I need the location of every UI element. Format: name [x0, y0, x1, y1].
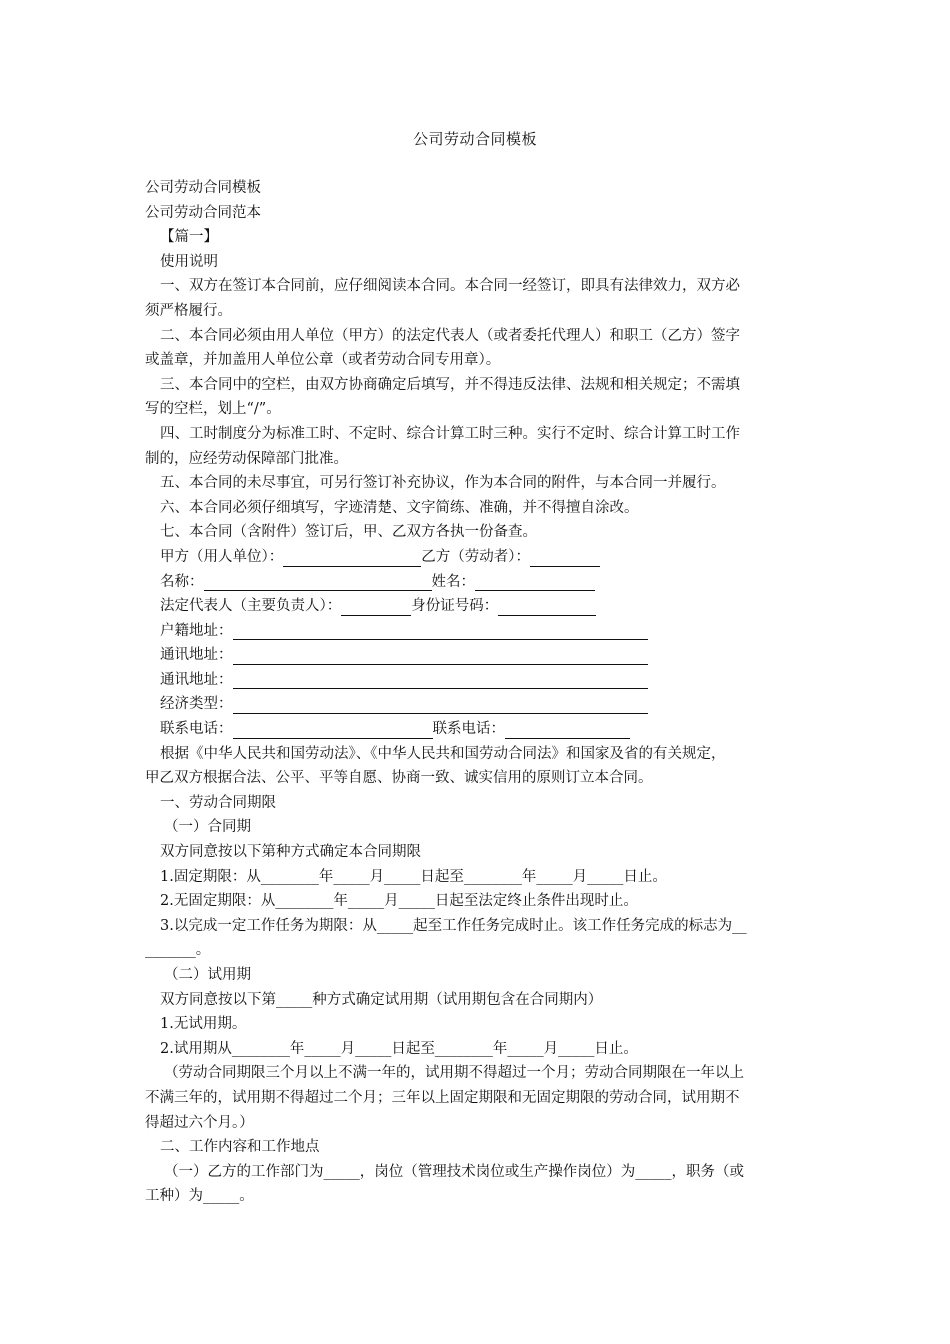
- econ-type-label: 经济类型：: [160, 696, 233, 713]
- page-title: 公司劳动合同模板: [412, 130, 537, 148]
- econ-type-field[interactable]: [233, 696, 648, 714]
- usage-heading: 使用说明: [160, 253, 218, 270]
- paragraph-line: 工种）为_____。: [145, 1188, 254, 1205]
- address-label: 通讯地址：: [160, 671, 233, 688]
- intro-line: 公司劳动合同范本: [145, 204, 261, 221]
- company-name-label: 名称：: [160, 573, 204, 590]
- form-row-parties: [145, 545, 809, 570]
- party-a-label: 甲方（用人单位）：: [160, 548, 284, 565]
- legal-rep-field[interactable]: [341, 598, 411, 616]
- usage-line: 或盖章，并加盖用人单位公章（或者劳动合同专用章）。: [145, 352, 501, 369]
- usage-line: 二、本合同必须由用人单位（甲方）的法定代表人（或者委托代理人）和职工（乙方）签字: [160, 327, 740, 344]
- note-line: （劳动合同期限三个月以上不满一年的，试用期不得超过一个月；劳动合同期限在一年以上: [164, 1065, 744, 1082]
- section-heading: 一、劳动合同期限: [160, 794, 276, 811]
- residence-field[interactable]: [233, 622, 648, 640]
- paragraph-line: 双方同意按以下第_____种方式确定试用期（试用期包含在合同期内）: [160, 991, 603, 1008]
- id-number-field[interactable]: [498, 598, 596, 616]
- usage-line: 四、工时制度分为标准工时、不定时、综合计算工时三种。实行不定时、综合计算工时工作: [160, 425, 740, 442]
- usage-line: 写的空栏，划上“/”。: [145, 401, 281, 418]
- phone-label: 联系电话：: [160, 721, 233, 738]
- paragraph-line: 双方同意按以下第种方式确定本合同期限: [160, 844, 421, 861]
- phone-field[interactable]: [505, 721, 630, 739]
- list-item: 2.无固定期限：从________年_____月_____日起至法定终止条件出现时止。: [160, 893, 638, 910]
- form-row-address: [145, 643, 809, 668]
- party-b-field[interactable]: [530, 549, 600, 567]
- form-row-econ-type: [145, 692, 809, 717]
- company-name-field[interactable]: [204, 573, 432, 591]
- form-row-residence: [145, 619, 809, 644]
- id-number-label: 身份证号码：: [411, 598, 499, 615]
- section-tag: 【篇一】: [160, 229, 218, 246]
- residence-label: 户籍地址：: [160, 622, 233, 639]
- basis-line: 甲乙双方根据合法、公平、平等自愿、协商一致、诚实信用的原则订立本合同。: [145, 770, 653, 787]
- note-line: 得超过六个月。）: [145, 1114, 254, 1131]
- document-body: [145, 176, 809, 1209]
- basis-line: 根据《中华人民共和国劳动法》、《中华人民共和国劳动合同法》和国家及省的有关规定，: [160, 745, 726, 762]
- person-name-label: 姓名：: [431, 573, 475, 590]
- person-name-field[interactable]: [475, 573, 595, 591]
- form-row-names: [145, 570, 809, 595]
- usage-line: 制的，应经劳动保障部门批准。: [145, 450, 348, 467]
- paragraph-line: （一）乙方的工作部门为_____，岗位（管理技术岗位或生产操作岗位）为_____，职务（或: [164, 1163, 744, 1180]
- address-field[interactable]: [233, 647, 648, 665]
- subsection-heading: （一）合同期: [164, 819, 251, 836]
- intro-line: 公司劳动合同模板: [145, 180, 261, 196]
- note-line: 不满三年的，试用期不得超过二个月；三年以上固定期限和无固定期限的劳动合同，试用期不: [145, 1089, 740, 1106]
- address-field[interactable]: [233, 671, 648, 689]
- usage-line: 五、本合同的未尽事宜，可另行签订补充协议，作为本合同的附件，与本合同一并履行。: [160, 475, 726, 492]
- usage-line: 三、本合同中的空栏，由双方协商确定后填写，并不得违反法律、法规和相关规定；不需填: [160, 376, 740, 393]
- list-item: 3.以完成一定工作任务为期限：从_____起至工作任务完成时止。该工作任务完成的标志为__: [160, 917, 747, 934]
- form-row-rep: [145, 594, 809, 619]
- usage-line: 七、本合同（含附件）签订后，甲、乙双方各执一份备查。: [160, 524, 537, 541]
- party-a-field[interactable]: [283, 549, 421, 567]
- phone-field[interactable]: [233, 721, 433, 739]
- subsection-heading: （二）试用期: [164, 967, 251, 983]
- phone-label: 联系电话：: [432, 721, 505, 738]
- form-row-address: [145, 668, 809, 693]
- usage-line: 须严格履行。: [145, 302, 232, 319]
- list-item: 2.试用期从________年_____月_____日起至________年_____月_____日止。: [160, 1040, 638, 1057]
- list-item: _______。: [145, 942, 211, 959]
- list-item: 1.固定期限：从________年_____月_____日起至________年_____月_____日止。: [160, 868, 667, 885]
- list-item: 1.无试用期。: [160, 1016, 247, 1033]
- usage-line: 六、本合同必须仔细填写，字迹清楚、文字简练、准确，并不得擅自涂改。: [160, 499, 639, 516]
- legal-rep-label: 法定代表人（主要负责人）：: [160, 598, 342, 615]
- form-row-phones: [145, 717, 809, 742]
- usage-line: 一、双方在签订本合同前，应仔细阅读本合同。本合同一经签订，即具有法律效力，双方必: [160, 278, 740, 295]
- section-heading: 二、工作内容和工作地点: [160, 1139, 320, 1156]
- address-label: 通讯地址：: [160, 647, 233, 664]
- party-b-label: 乙方（劳动者）：: [421, 548, 530, 565]
